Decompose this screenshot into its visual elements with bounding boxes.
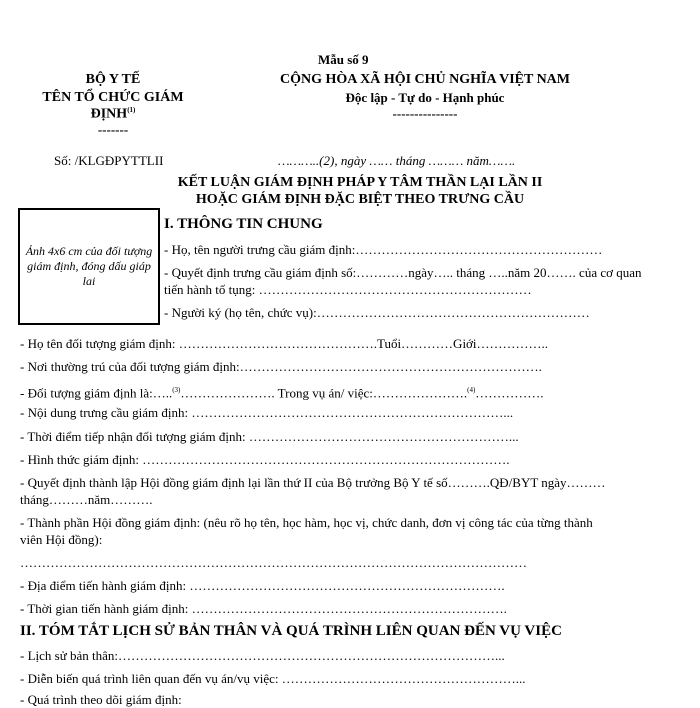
case-events-field: - Diễn biến quá trình liên quan đến vụ án/vụ việc: ………………………………………………...: [20, 671, 526, 686]
nation-divider: ---------------: [392, 106, 458, 121]
subject-type-field: - Đối tượng giám định là:…..$^{(3)}$…………………. Trong vụ án/ việc:………………….$^{(4)}$…………….: [20, 385, 544, 401]
receive-time-field: - Thời điểm tiếp nhận đối tượng giám định: ……………………………………………………...: [20, 429, 519, 444]
document-title-line2: HOẶC GIÁM ĐỊNH ĐẶC BIỆT THEO TRƯNG CẦU: [195, 192, 525, 207]
council-members-blank: ………………………………………………………………………………………………………: [20, 555, 527, 570]
requester-field: - Họ, tên người trưng cầu giám định:…………………………………………………: [164, 242, 603, 257]
org-name-line2: ĐỊNH$^{(1)}$: [90, 106, 136, 122]
subject-name-field: - Họ tên đối tượng giám định: ……………………………………….Tuổi…………Giới……………..: [20, 336, 549, 351]
decision-field-line1: - Quyết định trưng cầu giám định số:…………ngày….. tháng …..năm 20……. của cơ quan: [164, 265, 642, 280]
council-decision-line2: tháng………năm……….: [20, 492, 153, 507]
method-field: - Hình thức giám định: ………………………………………………………………………….: [20, 452, 510, 467]
org-name-line1: TÊN TỔ CHỨC GIÁM: [42, 90, 184, 105]
signer-field: - Người ký (họ tên, chức vụ):………………………………………………………: [164, 305, 590, 320]
document-title-line1: KẾT LUẬN GIÁM ĐỊNH PHÁP Y TÂM THẦN LẠI LẦN II: [177, 175, 543, 190]
form-number: Mẫu số 9: [318, 52, 369, 67]
org-divider: -------: [97, 122, 129, 137]
place-date: ………..(2), ngày …… tháng ……… năm…….: [278, 153, 516, 168]
photo-placeholder-box: Ảnh 4x6 cm của đối tượng giám định, đóng dấu giáp lai: [18, 208, 160, 325]
content-field: - Nội dung trưng cầu giám định: ………………………………………………………………...: [20, 405, 514, 420]
council-members-line2: viên Hội đồng):: [20, 532, 103, 547]
residence-field: - Nơi thường trú của đối tượng giám định:…………………………………………………………….: [20, 359, 542, 374]
document-number: Số: /KLGĐPYTTLII: [54, 153, 164, 168]
nation-motto: Độc lập - Tự do - Hạnh phúc: [345, 90, 505, 105]
council-decision-line1: - Quyết định thành lập Hội đồng giám định lại lần thứ II của Bộ trưởng Bộ Y tế số……….QĐ/BYT ngày………: [20, 475, 606, 490]
decision-field-line2: tiến hành tố tụng: ………………………………………………………: [164, 282, 532, 297]
history-field: - Lịch sử bản thân:……………………………………………………………………………...: [20, 648, 505, 663]
org-ministry: BỘ Y TẾ: [85, 72, 141, 87]
section2-heading: II. TÓM TẮT LỊCH SỬ BẢN THÂN VÀ QUÁ TRÌNH LIÊN QUAN ĐẾN VỤ VIỆC: [20, 623, 562, 639]
section1-heading: I. THÔNG TIN CHUNG: [164, 216, 323, 232]
tracking-field: - Quá trình theo dõi giám định:: [20, 692, 182, 707]
time-field: - Thời gian tiến hành giám định: ……………………………………………………………….: [20, 601, 507, 616]
council-members-line1: - Thành phần Hội đồng giám định: (nêu rõ họ tên, học hàm, học vị, chức danh, đơn vị công tác của từng thành: [20, 515, 593, 530]
nation-title: CỘNG HÒA XÃ HỘI CHỦ NGHĨA VIỆT NAM: [279, 72, 570, 87]
location-field: - Địa điểm tiến hành giám định: ……………………………………………………………….: [20, 578, 505, 593]
